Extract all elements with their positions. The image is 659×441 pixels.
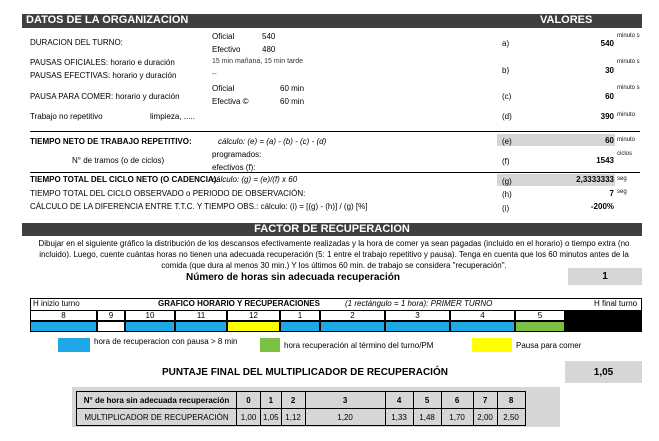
hour-fill-3[interactable]: [385, 321, 450, 332]
hours-cell: 0: [237, 392, 261, 409]
factor-header-bar: [22, 223, 642, 236]
multiplier-cell: 1,00: [237, 409, 261, 426]
hour-fill-8[interactable]: [30, 321, 97, 332]
hour-fill-11[interactable]: [175, 321, 227, 332]
mult-row-values: [77, 409, 526, 426]
hours-value[interactable]: 1: [602, 271, 608, 282]
multiplier-table: [76, 391, 526, 426]
value-g: 2,3333333: [576, 175, 614, 184]
ciclo-neto-label: TIEMPO TOTAL DEL CICLO NETO (O CADENCIA):: [30, 175, 220, 184]
org-header-bar: [22, 14, 642, 28]
multiplier-cell: 1,12: [281, 409, 305, 426]
hour-cell-1: 1: [280, 310, 320, 321]
hours-cell: 8: [497, 392, 525, 409]
hour-cell-12: 12: [227, 310, 280, 321]
unit-d: minuto: [617, 112, 636, 118]
hour-fill-5[interactable]: [515, 321, 565, 332]
multiplier-cell: 2,00: [473, 409, 497, 426]
value-b: 30: [605, 66, 614, 75]
multiplier-cell: 1,05: [261, 409, 282, 426]
ciclo-neto-calc: cálculo: (g) = (e)/(f) x 60: [212, 175, 298, 184]
efectivo-label: Efectivo: [212, 45, 241, 54]
value-d: 390: [600, 112, 614, 121]
trabajo-no-repetitivo-label: Trabajo no repetitivo: [30, 112, 103, 121]
unit-e: minuto: [617, 137, 636, 143]
hours-cell: 5: [413, 392, 441, 409]
tramos-label: N° de tramos (o de ciclos): [72, 156, 165, 165]
unit-b: minuto s: [617, 59, 640, 65]
value-c: 60: [605, 92, 614, 101]
hours-cell: 2: [281, 392, 305, 409]
divider-e: [30, 131, 640, 132]
legend-blue-label: hora de recuperacion con pausa > 8 min: [94, 337, 238, 346]
unit-a: minuto s: [617, 33, 640, 39]
value-f: 1543: [596, 156, 614, 165]
hour-cell-3: 3: [385, 310, 450, 321]
grafico-title: GRAFICO HORARIO Y RECUPERACIONES: [158, 299, 320, 308]
letter-d: (d): [502, 112, 512, 121]
org-title: DATOS DE LA ORGANIZACION: [26, 14, 189, 26]
hour-cell-4: 4: [450, 310, 515, 321]
multiplier-cell: 1,20: [305, 409, 385, 426]
hours-cell: 7: [473, 392, 497, 409]
end-block: [565, 310, 642, 332]
divider-g: [30, 172, 640, 173]
legend-blue-swatch: [58, 338, 90, 352]
hour-cell-11: 11: [175, 310, 227, 321]
efectivos-label: efectivos (f):: [212, 163, 256, 172]
end-label: H final turno: [594, 299, 638, 308]
row2-header: MULTIPLICADOR DE RECUPERACIÓN: [77, 409, 237, 426]
tiempo-neto-label: TIEMPO NETO DE TRABAJO REPETITIVO:: [30, 137, 192, 146]
hour-fill-10[interactable]: [125, 321, 175, 332]
comer-efectiva-label: Efectiva ©: [212, 97, 249, 106]
unit-g: seg: [617, 176, 627, 182]
factor-description: Dibujar en el siguiente gráfico la distribución de los descansos efectivamente realizadas y la hora de comer ya sean pagadas (incluido en el horario) o tiempo extra (no incluido). Luego, cuente cuántas horas no tienen una adecuada recuperación (5: 1 entre el trabajo repetitivo y pausa). Tenga en cuenta que los 60 minutos antes de la comida (que dura al menos 30 min.) Y los últimos 60 min. de trabajo se considera "recuperación".: [38, 239, 630, 270]
letter-h: (h): [502, 190, 512, 199]
legend-green-label: hora recuperación al término del turno/PM: [284, 341, 434, 350]
tiempo-neto-calc: cálculo: (e) = (a) - (b) - (c) - (d): [218, 137, 327, 146]
diferencia-label: CÁLCULO DE LA DIFERENCIA ENTRE T.T.C. Y TIEMPO OBS.: cálculo: (i) = [(g) - (h)] / (g) [%]: [30, 202, 368, 211]
final-value: 1,05: [593, 367, 614, 378]
pausas-oficiales-label: PAUSAS OFICIALES: horario e duración: [30, 58, 175, 67]
comer-efectiva-value: 60 min: [280, 97, 305, 106]
comer-oficial-label: Oficial: [212, 84, 235, 93]
hour-fill-9[interactable]: [97, 321, 125, 332]
grafico-subtitle: (1 rectángulo = 1 hora): PRIMER TURNO: [345, 299, 493, 308]
hour-cell-9: 9: [97, 310, 125, 321]
legend-yellow-label: Pausa para comer: [516, 341, 582, 350]
mult-row-hours: [77, 392, 526, 409]
hour-fill-2[interactable]: [320, 321, 385, 332]
hour-cell-5: 5: [515, 310, 565, 321]
pausas-efectivas-label: PAUSAS EFECTIVAS: horario y duración: [30, 71, 177, 80]
hour-cell-2: 2: [320, 310, 385, 321]
factor-title: FACTOR DE RECUPERACION: [254, 223, 410, 235]
ciclo-observado-label: TIEMPO TOTAL DEL CICLO OBSERVADO o PERIODO DE OBSERVACIÓN:: [30, 189, 306, 198]
legend-yellow-swatch: [472, 338, 512, 352]
value-a: 540: [600, 39, 614, 48]
multiplier-cell: 1,33: [385, 409, 413, 426]
letter-f: (f): [502, 157, 510, 166]
start-label: H inizio turno: [33, 299, 80, 308]
hours-cell: 6: [441, 392, 473, 409]
comer-oficial-value: 60 min: [280, 84, 305, 93]
hours-cell: 3: [305, 392, 385, 409]
pausa-comer-label: PAUSA PARA COMER: horario y duración: [30, 92, 180, 101]
unit-c: minuto s: [617, 85, 640, 91]
value-h: 7: [609, 189, 614, 198]
efectivo-value: 480: [262, 45, 276, 54]
letter-b: b): [502, 66, 510, 75]
hours-label: Número de horas sin adecuada recuperación: [186, 272, 400, 283]
trabajo-note: limpieza, .....: [150, 112, 195, 121]
letter-g: (g): [502, 177, 512, 186]
programados-label: programados:: [212, 150, 262, 159]
hours-cell: 4: [385, 392, 413, 409]
row1-header: N° de hora sin adecuada recuperación: [77, 392, 237, 409]
valores-title: VALORES: [540, 14, 593, 26]
multiplier-cell: 1,70: [441, 409, 473, 426]
unit-h: seg: [617, 189, 627, 195]
multiplier-cell: 1,48: [413, 409, 441, 426]
duracion-turno-label: DURACION DEL TURNO:: [30, 38, 123, 47]
pausas-note: 15 min mañana, 15 min tarde: [212, 58, 304, 65]
hour-fill-12[interactable]: [227, 321, 280, 332]
hour-cell-10: 10: [125, 310, 175, 321]
letter-c: (c): [502, 92, 512, 101]
value-e: 60: [605, 136, 614, 145]
letter-a: a): [502, 39, 510, 48]
legend-green-swatch: [260, 338, 280, 352]
hours-cell: 1: [261, 392, 282, 409]
letter-i: (i): [502, 204, 510, 213]
letter-e: (e): [502, 137, 512, 146]
oficial-label: Oficial: [212, 32, 235, 41]
multiplier-cell: 2,50: [497, 409, 525, 426]
pausas-note2: --: [212, 71, 217, 78]
hour-fill-1[interactable]: [280, 321, 320, 332]
oficial-value: 540: [262, 32, 276, 41]
hour-fill-4[interactable]: [450, 321, 515, 332]
value-i: -200%: [590, 202, 614, 211]
hour-cell-8: 8: [30, 310, 97, 321]
final-label: PUNTAJE FINAL DEL MULTIPLICADOR DE RECUPERACIÓN: [162, 367, 448, 378]
unit-f: ciclos: [617, 151, 633, 157]
